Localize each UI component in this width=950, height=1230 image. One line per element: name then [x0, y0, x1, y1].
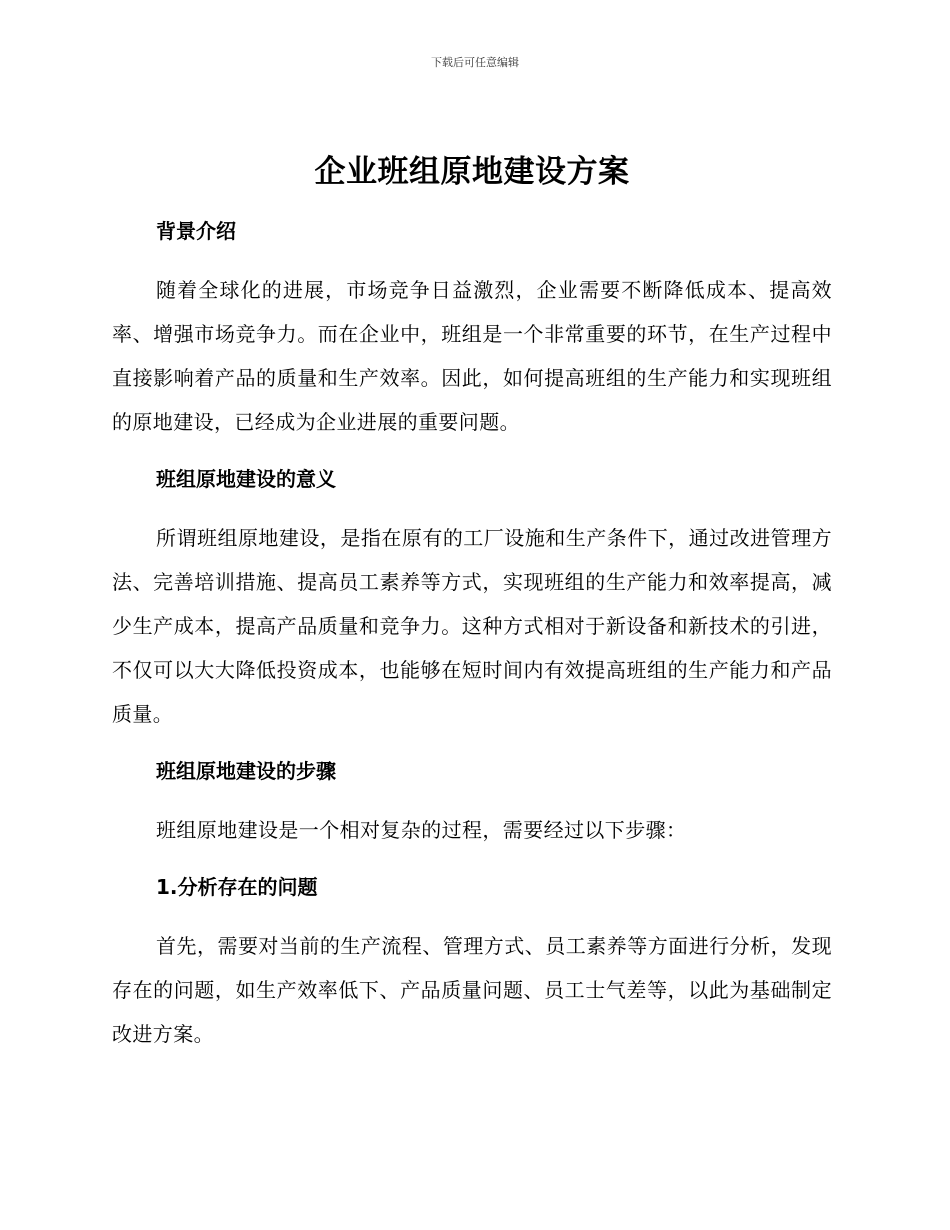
paragraph: 首先，需要对当前的生产流程、管理方式、员工素养等方面进行分析，发现存在的问题，如生产效率低下、产品质量问题、员工士气差等，以此为基础制定改进方案。 — [112, 934, 832, 1046]
paragraph: 随着全球化的进展，市场竞争日益激烈，企业需要不断降低成本、提高效率、增强市场竞争力。而在企业中，班组是一个非常重要的环节，在生产过程中直接影响着产品的质量和生产效率。因此，如何提高班组的生产能力和实现班组的原地建设，已经成为企业进展的重要问题。 — [112, 278, 832, 434]
section-significance — [112, 464, 832, 736]
section-background — [112, 216, 832, 444]
section-heading: 班组原地建设的步骤 — [156, 759, 336, 783]
paragraph: 所谓班组原地建设，是指在原有的工厂设施和生产条件下，通过改进管理方法、完善培训措施、提高员工素养等方式，实现班组的生产能力和效率提高，减少生产成本，提高产品质量和竞争力。这种方式相对于新设备和新技术的引进，不仅可以大大降低投资成本，也能够在短时间内有效提高班组的生产能力和产品质量。 — [112, 526, 832, 726]
document-body — [112, 148, 832, 1076]
section-heading: 班组原地建设的意义 — [156, 467, 336, 491]
paragraph: 班组原地建设是一个相对复杂的过程，需要经过以下步骤： — [156, 818, 687, 842]
document-title: 企业班组原地建设方案 — [314, 154, 630, 190]
section-heading: 1.分析存在的问题 — [156, 875, 318, 899]
section-step-1 — [112, 872, 832, 1056]
section-steps — [112, 756, 832, 852]
header-note: 下载后可任意编辑 — [431, 56, 519, 69]
section-heading: 背景介绍 — [156, 219, 236, 243]
